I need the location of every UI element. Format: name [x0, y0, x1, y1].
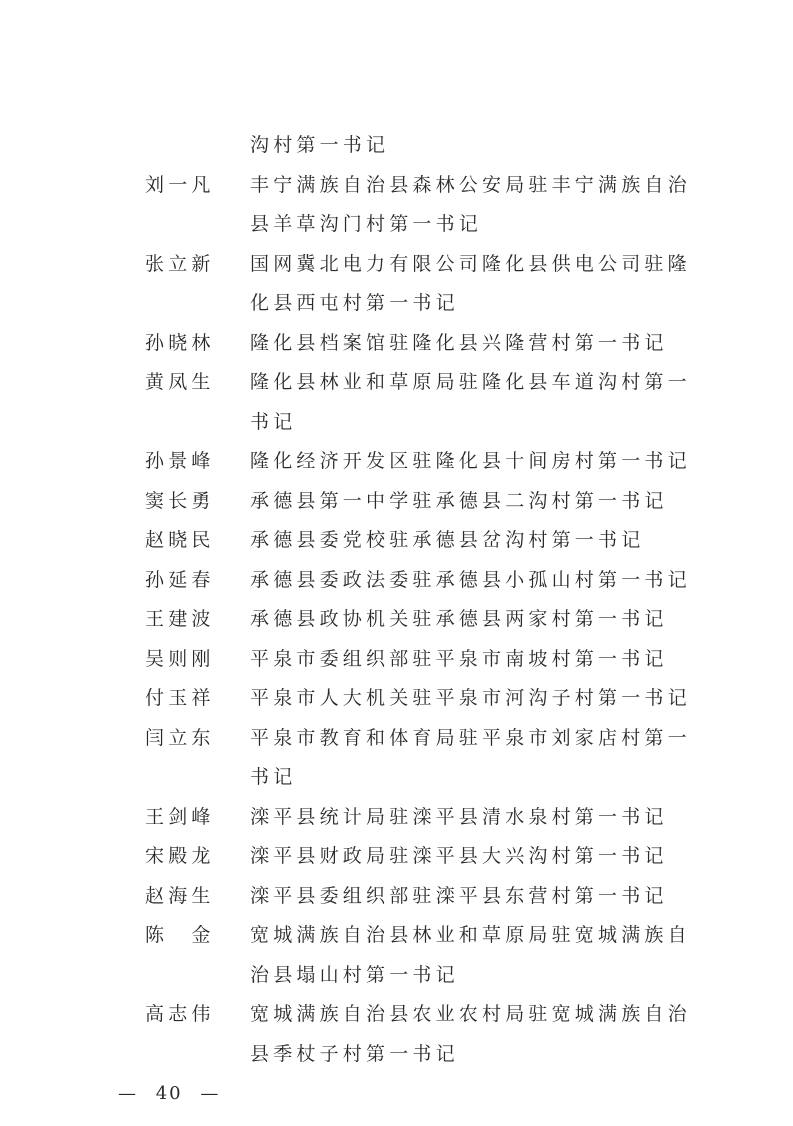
- list-item: [145, 363, 793, 442]
- person-name: 付玉祥: [145, 687, 215, 709]
- list-item: [145, 640, 793, 680]
- person-duty: 平泉市人大机关驻平泉市河沟子村第一书记: [250, 687, 691, 709]
- person-name: 吴则刚: [145, 647, 215, 670]
- person-name: 赵晓民: [145, 529, 215, 551]
- continued-duty-text: 沟村第一书记: [250, 134, 390, 156]
- page-number: — 40 —: [118, 1083, 221, 1104]
- person-duty: 宽城满族自治县农业农村局驻宽城满族自治县季杖子村第一书记: [250, 1003, 691, 1065]
- person-duty: 国网冀北电力有限公司隆化县供电公司驻隆化县西屯村第一书记: [250, 252, 691, 314]
- person-duty: 丰宁满族自治县森林公安局驻丰宁满族自治县羊草沟门村第一书记: [250, 173, 691, 235]
- person-duty: 隆化县林业和草原局驻隆化县车道沟村第一书记: [250, 371, 691, 433]
- list-item: [145, 679, 793, 719]
- person-name: 王建波: [145, 608, 215, 630]
- list-item: [145, 837, 793, 877]
- appointment-list: [145, 126, 793, 1074]
- person-name: 王剑峰: [145, 805, 215, 828]
- person-duty: 承德县委政法委驻承德县小孤山村第一书记: [250, 568, 691, 591]
- person-name: 孙晓林: [145, 331, 215, 354]
- list-item: [145, 877, 793, 917]
- person-duty: 承德县委党校驻承德县岔沟村第一书记: [250, 529, 645, 551]
- list-item: [145, 482, 793, 522]
- list-item: [145, 245, 793, 324]
- person-duty: 滦平县统计局驻滦平县清水泉村第一书记: [250, 805, 668, 828]
- person-duty: 隆化经济开发区驻隆化县十间房村第一书记: [250, 450, 691, 472]
- list-item: [145, 916, 793, 995]
- list-item: [145, 719, 793, 798]
- person-duty: 滦平县财政局驻滦平县大兴沟村第一书记: [250, 845, 668, 867]
- person-name: 宋殿龙: [145, 845, 215, 867]
- list-item: [145, 600, 793, 640]
- person-name: 孙延春: [145, 568, 215, 591]
- list-item: [145, 442, 793, 482]
- person-name: 高志伟: [145, 1003, 215, 1025]
- list-item: [145, 561, 793, 601]
- list-item: [145, 798, 793, 838]
- person-duty: 承德县第一中学驻承德县二沟村第一书记: [250, 489, 668, 512]
- person-duty: 隆化县档案馆驻隆化县兴隆营村第一书记: [250, 331, 668, 354]
- list-item: [145, 995, 793, 1074]
- list-item: [145, 324, 793, 364]
- person-name: 张立新: [145, 252, 215, 275]
- person-name: 赵海生: [145, 884, 215, 907]
- person-name: 刘一凡: [145, 173, 215, 196]
- person-duty: 平泉市教育和体育局驻平泉市刘家店村第一书记: [250, 726, 691, 788]
- person-name: 闫立东: [145, 726, 215, 749]
- entries-container: [145, 166, 793, 1075]
- list-item: [145, 166, 793, 245]
- person-name: 窦长勇: [145, 489, 215, 512]
- person-duty: 宽城满族自治县林业和草原局驻宽城满族自治县塌山村第一书记: [250, 924, 691, 986]
- person-name: 陈 金: [145, 924, 215, 946]
- person-duty: 平泉市委组织部驻平泉市南坡村第一书记: [250, 647, 668, 670]
- person-name: 孙景峰: [145, 450, 215, 472]
- person-duty: 承德县政协机关驻承德县两家村第一书记: [250, 608, 668, 630]
- person-duty: 滦平县委组织部驻滦平县东营村第一书记: [250, 884, 668, 907]
- person-name: 黄凤生: [145, 371, 215, 393]
- list-item: [145, 521, 793, 561]
